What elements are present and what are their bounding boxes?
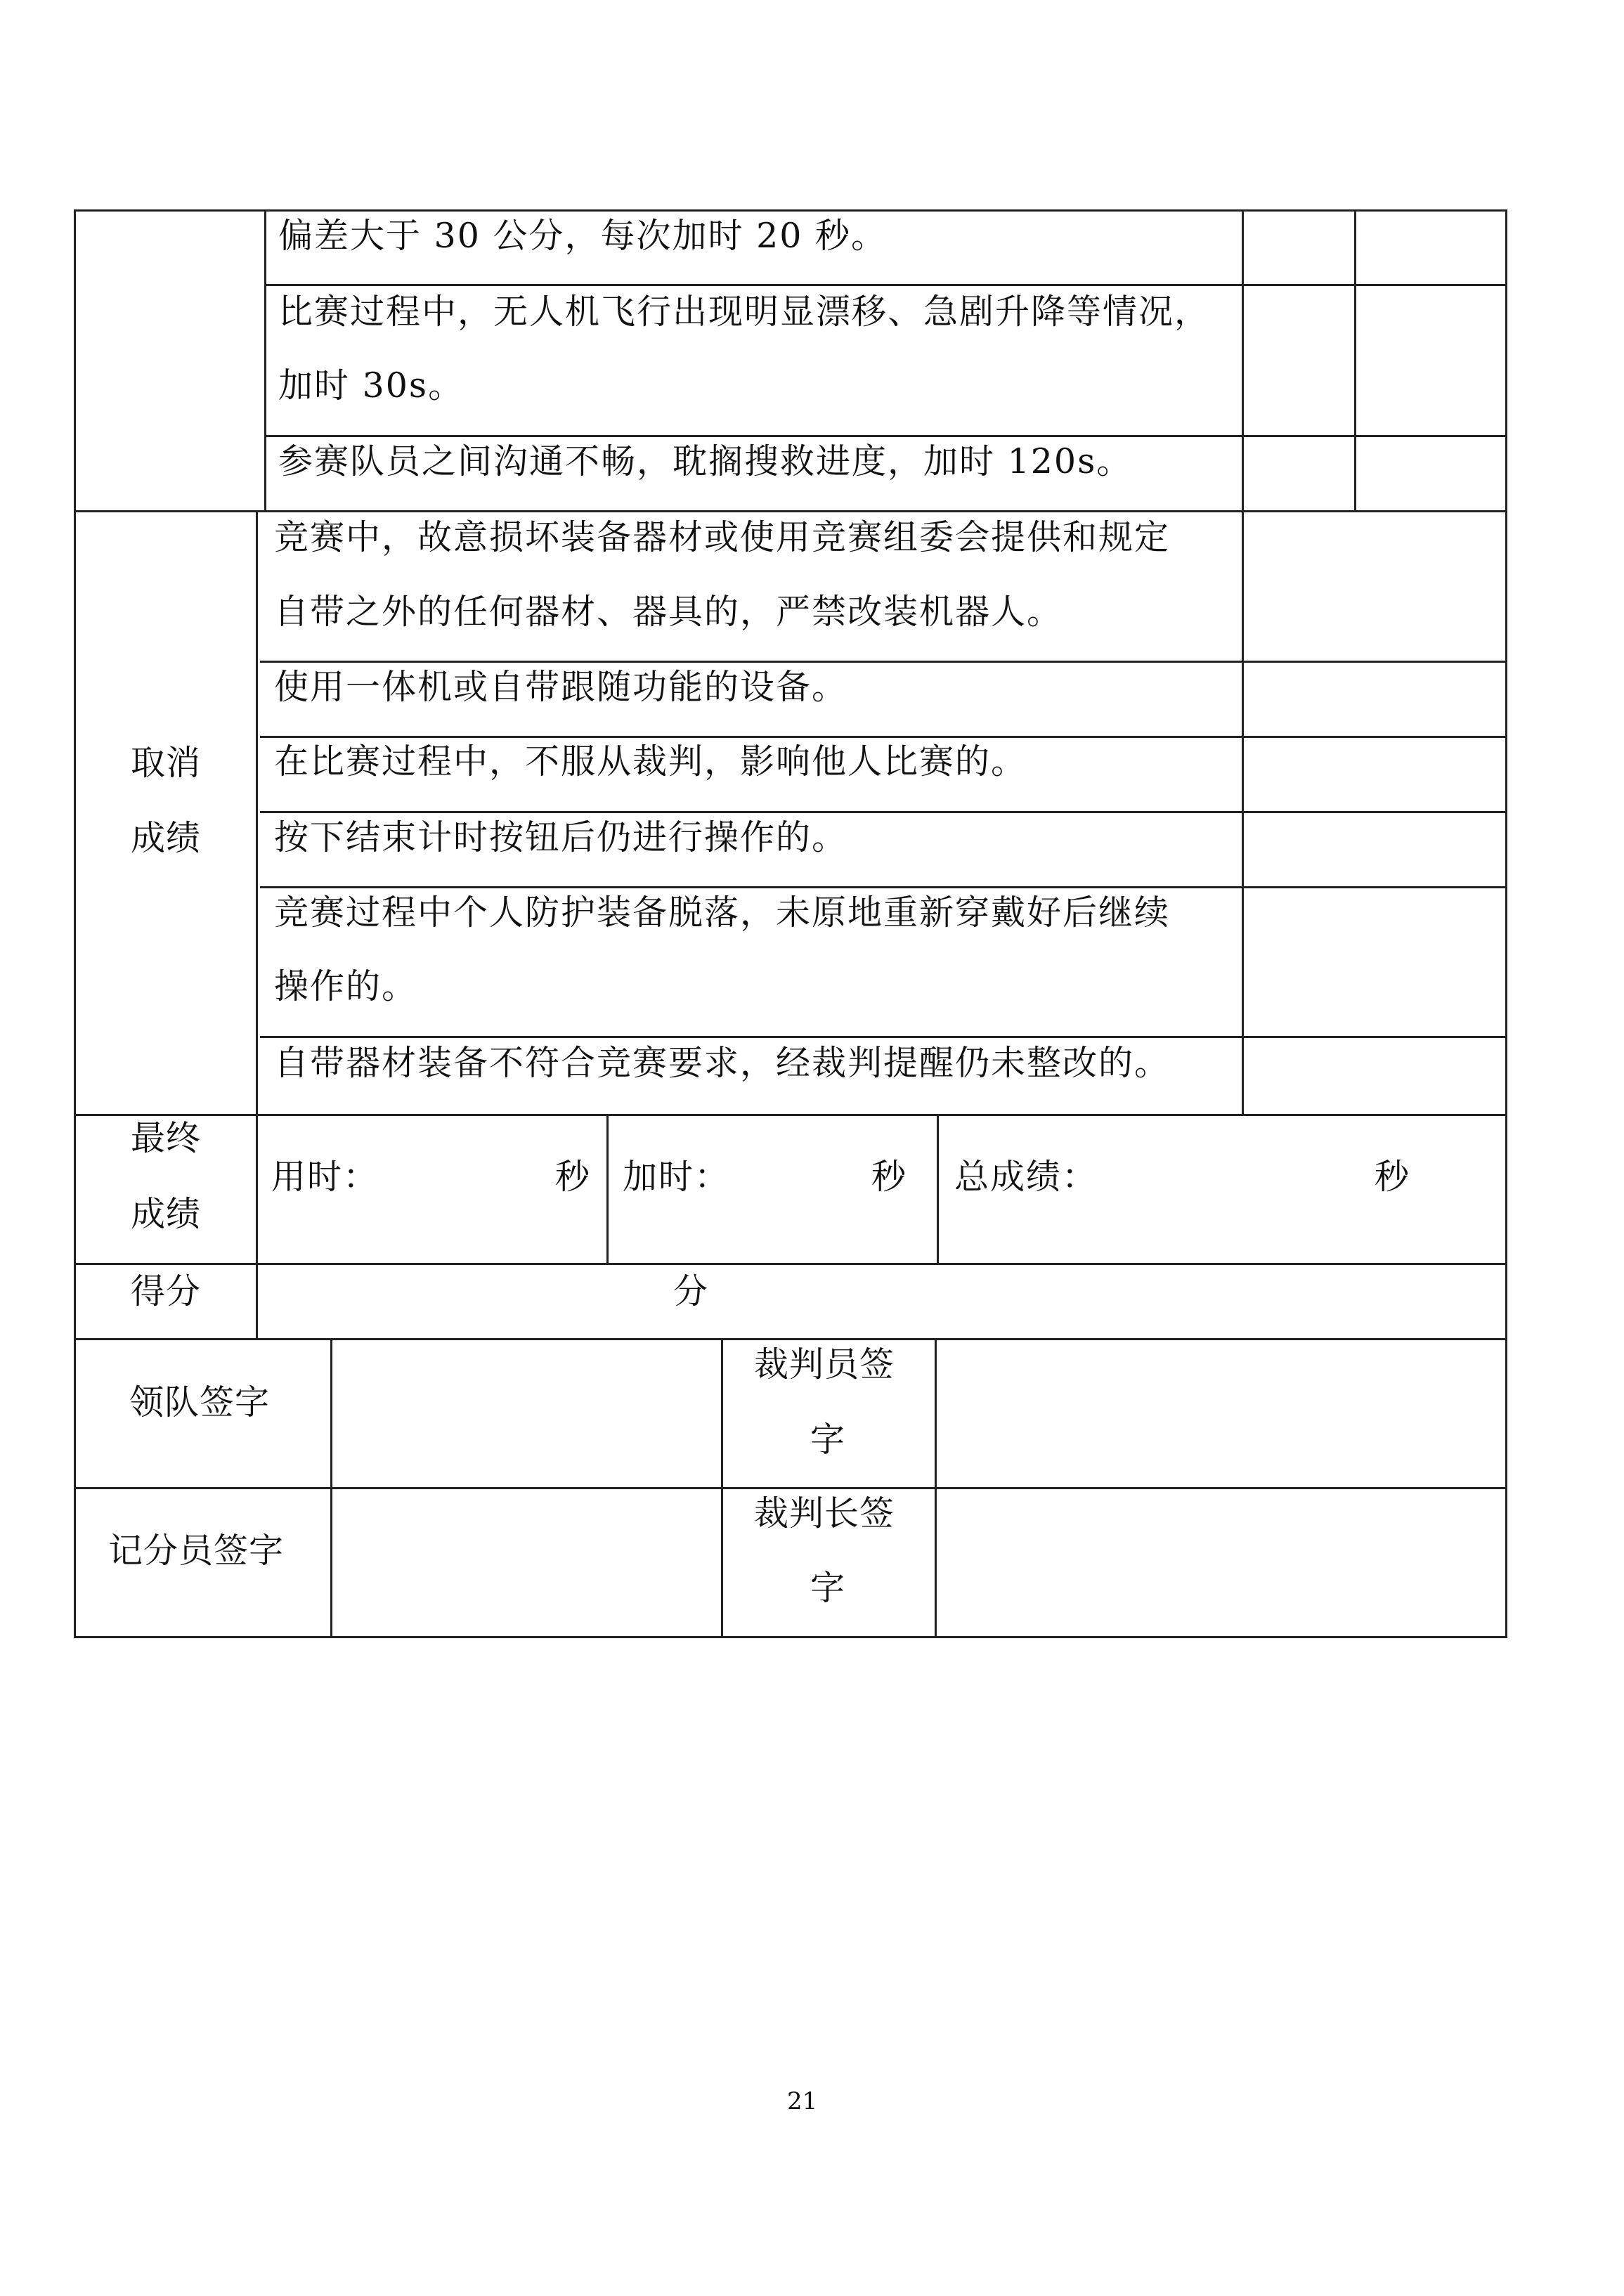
chief-referee-signature-label: 裁判长签 [754, 1493, 895, 1533]
page-number: 21 [787, 2087, 818, 2115]
leader-signature-label: 领队签字 [129, 1382, 271, 1422]
time-added-unit: 秒 [871, 1157, 908, 1197]
cancel-rule-text: 在比赛过程中，不服从裁判，影响他人比赛的。 [274, 741, 1027, 781]
row-divider [266, 284, 1507, 286]
table-border-top [74, 209, 1507, 212]
row-divider [260, 886, 1507, 888]
row-divider [74, 1338, 1507, 1340]
chief-referee-signature-label: 字 [810, 1568, 846, 1608]
row-divider [74, 510, 1507, 512]
cancel-rule-text: 竞赛中，故意损坏装备器材或使用竞赛组委会提供和规定 [274, 517, 1171, 557]
final-score-label: 成绩 [131, 1194, 202, 1234]
row-divider [260, 1036, 1507, 1038]
column-divider [935, 1338, 937, 1638]
column-divider [606, 1114, 609, 1263]
cancel-rule-text: 按下结束计时按钮后仍进行操作的。 [274, 817, 848, 857]
cancel-rule-text: 使用一体机或自带跟随功能的设备。 [274, 667, 848, 707]
table-border-bottom [74, 1636, 1507, 1638]
column-divider [264, 209, 266, 510]
referee-signature-label: 字 [810, 1420, 846, 1460]
row-divider [266, 435, 1507, 437]
total-score-unit: 秒 [1375, 1157, 1411, 1197]
time-used-unit: 秒 [555, 1157, 592, 1197]
cancel-section-label: 成绩 [131, 818, 202, 858]
row-divider [260, 661, 1507, 663]
time-used-label: 用时： [271, 1157, 379, 1197]
column-divider [1354, 209, 1356, 510]
column-divider [256, 510, 258, 1340]
penalty-rule-text: 比赛过程中，无人机飞行出现明显漂移、急剧升降等情况， [278, 292, 1211, 332]
referee-signature-label: 裁判员签 [754, 1344, 895, 1384]
scorer-signature-label: 记分员签字 [108, 1531, 285, 1571]
score-unit: 分 [673, 1271, 710, 1311]
column-divider [937, 1114, 939, 1263]
cancel-section-label: 取消 [131, 743, 202, 783]
table-border-left [74, 209, 76, 1638]
row-divider [260, 811, 1507, 813]
total-score-label: 总成绩： [954, 1157, 1098, 1197]
column-divider [1242, 209, 1244, 1114]
penalty-rule-text: 偏差大于 30 公分，每次加时 20 秒。 [278, 216, 888, 256]
cancel-rule-text: 竞赛过程中个人防护装备脱落，未原地重新穿戴好后继续 [274, 893, 1171, 933]
row-divider [74, 1114, 1507, 1116]
cancel-rule-text: 自带之外的任何器材、器具的，严禁改装机器人。 [274, 592, 1063, 632]
row-divider [74, 1487, 1507, 1489]
table-border-right [1505, 209, 1507, 1638]
penalty-rule-text: 加时 30s。 [278, 365, 465, 406]
row-divider [260, 736, 1507, 738]
score-label: 得分 [131, 1271, 202, 1311]
column-divider [330, 1338, 332, 1638]
column-divider [721, 1338, 723, 1638]
cancel-rule-text: 自带器材装备不符合竞赛要求，经裁判提醒仍未整改的。 [274, 1043, 1171, 1083]
cancel-rule-text: 操作的。 [274, 966, 418, 1006]
final-score-label: 最终 [131, 1118, 202, 1158]
penalty-rule-text: 参赛队员之间沟通不畅，耽搁搜救进度，加时 120s。 [278, 441, 1133, 481]
time-added-label: 加时： [623, 1157, 731, 1197]
row-divider [74, 1263, 1507, 1265]
